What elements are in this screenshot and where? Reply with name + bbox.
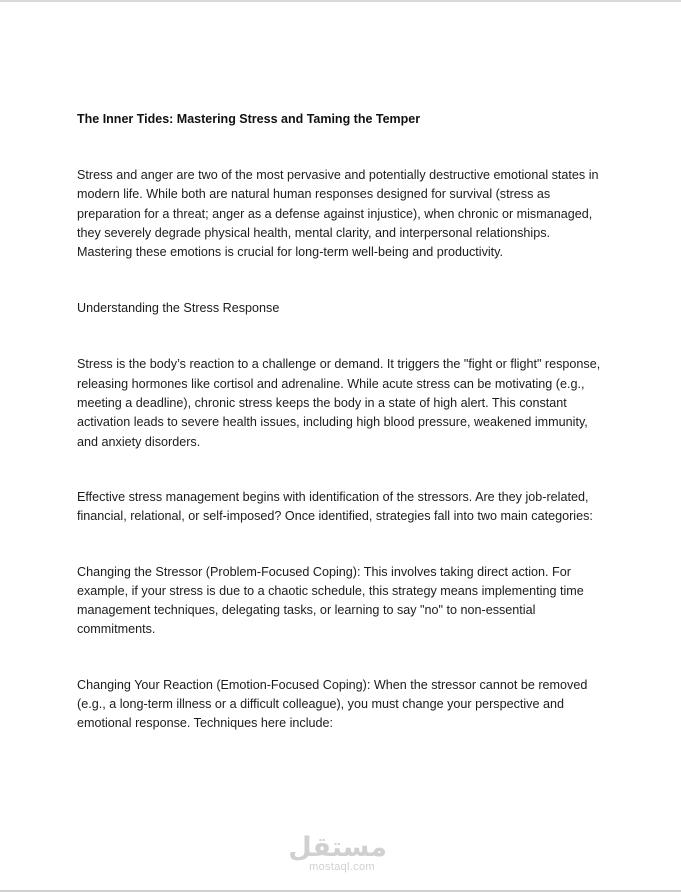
intro-paragraph: Stress and anger are two of the most pervasive and potentially destructive emotional states in modern life. While both are natural human responses designed for survival (stress as preparation for a threat; anger as a defense against injustice), when chronic or mismanaged, they severely degrade physical health, mental clarity, and interpersonal relationships. Mastering these emotions is crucial for long-term well-being and productivity. [77, 168, 599, 260]
management-paragraph: Effective stress management begins with identification of the stressors. Are they job-related, financial, relational, or self-imposed? Once identified, strategies fall into two main categories: [77, 489, 593, 524]
watermark-arabic-logo: مستقل [288, 832, 387, 863]
stress-paragraph: Stress is the body’s reaction to a challenge or demand. It triggers the "fight or flight" response, releasing hormones like cortisol and adrenaline. While acute stress can be motivating (e.g., meeting a deadline), chronic stress keeps the body in a state of high alert. This constant activation leads to severe health issues, including high blood pressure, weakened immunity, and anxiety disorders. [77, 357, 601, 449]
mostaql-watermark [288, 832, 387, 873]
section-heading: Understanding the Stress Response [77, 301, 280, 316]
watermark-url: mostaql.com [309, 861, 375, 873]
document-title: The Inner Tides: Mastering Stress and Taming the Temper [77, 112, 421, 126]
problem-focused-paragraph: Changing the Stressor (Problem-Focused Coping): This involves taking direct action. For example, if your stress is due to a chaotic schedule, this strategy means implementing time management techniques, delegating tasks, or learning to say "no" to non-essential commitments. [77, 564, 584, 637]
emotion-focused-paragraph: Changing Your Reaction (Emotion-Focused Coping): When the stressor cannot be removed (e.g., a long-term illness or a difficult colleague), you must change your perspective and emotional response. Techniques here include: [77, 677, 588, 731]
document-body [77, 110, 607, 734]
